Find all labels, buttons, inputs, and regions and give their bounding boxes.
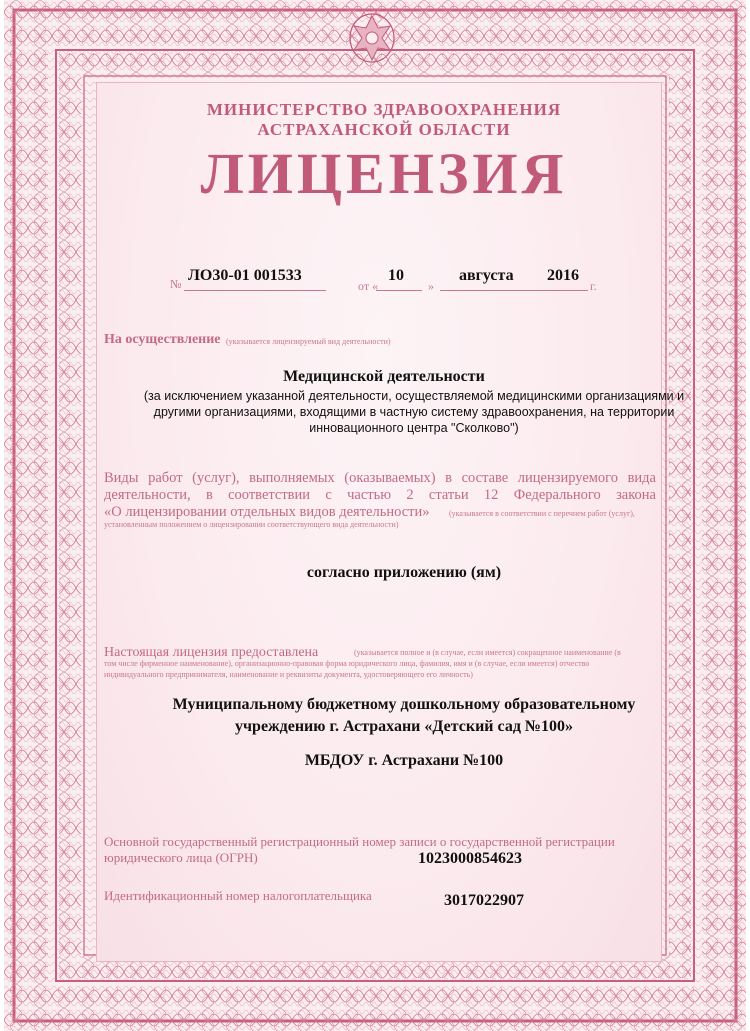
date-from-label: от « (358, 279, 379, 293)
ministry-name-line2: АСТРАХАНСКОЙ ОБЛАСТИ (257, 120, 511, 139)
inn-label: Идентификационный номер налогоплательщика (104, 888, 372, 903)
activity-label: На осуществление (104, 332, 221, 347)
license-number: ЛО30-01 001533 (188, 267, 302, 284)
licensee-hint1: (указывается полное и (в случае, если имеется) сокращенное наименование (в (354, 648, 621, 657)
licensee-short-name: МБДОУ г. Астрахани №100 (304, 752, 504, 769)
ogrn-label-line2: юридического лица (ОГРН) (104, 850, 258, 865)
inn-value: 3017022907 (444, 892, 524, 909)
year-suffix: г. (590, 279, 597, 293)
ogrn-label (104, 834, 664, 866)
day-close-quote: » (428, 279, 434, 293)
activity-note-line1: (за исключением указанной деятельности, осуществляемой медицинскими организациями и (143, 389, 685, 403)
license-year: 2016 (547, 267, 579, 284)
licensee-full-name-line1: Муниципальному бюджетному дошкольному образовательному (172, 696, 636, 713)
works-value: согласно приложению (ям) (306, 564, 502, 581)
licensee-full-name-line2: учреждению г. Астрахани «Детский сад №100» (235, 718, 573, 735)
ministry-name-line1: МИНИСТЕРСТВО ЗДРАВООХРАНЕНИЯ (206, 100, 562, 119)
ogrn-label-line1: Основной государственный регистрационный номер записи о государственной регистрации (104, 834, 615, 849)
license-sheet (4, 0, 746, 1031)
licensee-label: Настоящая лицензия предоставлена (104, 645, 319, 660)
licensee-full-name (104, 694, 704, 738)
activity-note-line2: другими организациями, входящими в частную систему здравоохранения, на территории (153, 405, 675, 419)
activity-note-line3: инновационного центра "Сколково") (309, 421, 519, 435)
licensee-hint3: индивидуального предпринимателя, наименование и реквизиты документа, удостоверяющего его личность) (104, 670, 473, 679)
activity-note (124, 388, 704, 436)
license-month: августа (459, 267, 514, 284)
license-day: 10 (388, 267, 404, 284)
document-title: ЛИЦЕНЗИЯ (200, 141, 568, 206)
works-line3: «О лицензировании отдельных видов деятельности» (104, 504, 430, 520)
activity-hint: (указывается лицензируемый вид деятельности) (226, 337, 391, 346)
number-prefix: № (170, 277, 182, 291)
works-line1: Виды работ (услуг), выполняемых (оказываемых) в составе лицензируемого вида (104, 470, 656, 486)
coat-of-arms-icon (342, 6, 402, 66)
works-line2: деятельности, в соответствии с частью 2 статьи 12 Федерального закона (104, 487, 656, 503)
works-hint1: (указывается в соответствии с перечнем работ (услуг), (449, 509, 635, 518)
activity-value: Медицинской деятельности (283, 368, 485, 385)
works-hint2: установленным положением о лицензировании соответствующего вида деятельности) (104, 520, 399, 529)
ogrn-value: 1023000854623 (418, 850, 522, 867)
licensee-hint2: том числе фирменное наименование), организационно-правовая форма юридического лица, фамилия, имя и (в случае, если имеется) отчество (104, 659, 590, 668)
